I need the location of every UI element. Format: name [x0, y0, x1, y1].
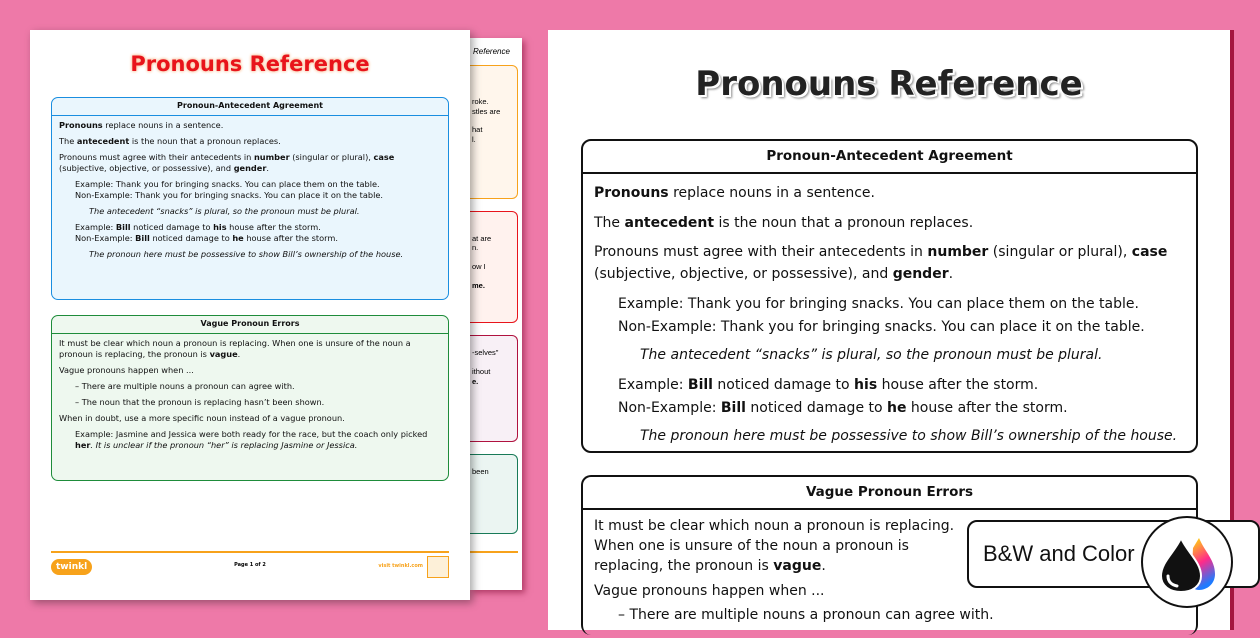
fragment: been [472, 467, 489, 477]
fragment: ow I [472, 261, 486, 271]
paragraph: Pronouns replace nouns in a sentence. [59, 119, 224, 130]
fragment: stles are [472, 106, 501, 116]
fragment: ithout [472, 367, 491, 377]
site-link: visit twinkl.com [378, 563, 423, 569]
paragraph: Vague pronouns happen when ... [59, 364, 194, 375]
example: Example: Bill noticed damage to his house after the storm. [75, 222, 321, 233]
page-title: Pronouns Reference [695, 64, 1083, 104]
non-example: Non-Example: Bill noticed damage to he house after the storm. [618, 400, 1068, 417]
non-example: Non-Example: Thank you for bringing snacks. You can place it on the table. [618, 319, 1145, 336]
back-box-teal [470, 454, 518, 534]
example: Example: Jasmine and Jessica were both ready for the race, but the coach only picked her. It is unclear if the pronoun “her” is replacing Jasmine or Jessica. [75, 429, 428, 451]
non-example: Non-Example: Bill noticed damage to he house after the storm. [75, 233, 338, 244]
paragraph: Pronouns must agree with their antecedents in number (singular or plural), case (subjective, objective, or possessive), and gender. [594, 244, 1168, 282]
paragraph: Pronouns must agree with their antecedents in number (singular or plural), case (subjective, objective, or possessive), and gender. [59, 151, 395, 173]
fragment: roke. [472, 97, 489, 107]
fragment: -selves" [472, 348, 499, 358]
paragraph: The antecedent is the noun that a pronoun replaces. [59, 135, 281, 146]
bullet: – There are multiple nouns a pronoun can agree with. [75, 380, 295, 391]
example: Example: Thank you for bringing snacks. You can place them on the table. [75, 179, 380, 190]
back-title-fragment: Reference [473, 47, 510, 56]
page-footer [51, 551, 449, 581]
bullet: – There are multiple nouns a pronoun can agree with. [618, 607, 994, 624]
back-box-red [470, 211, 518, 323]
fragment: hat [472, 125, 483, 135]
section-heading: Vague Pronoun Errors [52, 316, 448, 334]
example: Example: Bill noticed damage to his house after the storm. [618, 376, 1039, 393]
note: The pronoun here must be possessive to show Bill’s ownership of the house. [640, 428, 1178, 445]
fragment: me. [472, 280, 485, 290]
fragment: at are [472, 233, 492, 243]
paragraph: Vague pronouns happen when ... [594, 582, 825, 599]
non-example: Non-Example: Thank you for bringing snacks. You can place it on the table. [75, 190, 384, 201]
page-1-thumbnail [30, 30, 470, 600]
fragment: e. [472, 376, 479, 386]
back-box-purple [470, 335, 518, 442]
quality-badge-icon [427, 556, 449, 578]
bullet: – The noun that the pronoun is replacing hasn’t been shown. [75, 397, 325, 408]
paragraph: When in doubt, use a more specific noun instead of a vague pronoun. [59, 413, 345, 424]
section-agreement [51, 97, 449, 300]
fragment: n. [472, 243, 479, 253]
section-heading: Pronoun-Antecedent Agreement [583, 141, 1196, 174]
section-agreement [581, 139, 1198, 453]
page-number: Page 1 of 2 [234, 562, 266, 568]
note: The antecedent “snacks” is plural, so the pronoun must be plural. [89, 206, 360, 217]
paragraph: Pronouns replace nouns in a sentence. [594, 184, 875, 201]
paragraph: The antecedent is the noun that a pronoun replaces. [594, 214, 974, 231]
note: The pronoun here must be possessive to show Bill’s ownership of the house. [89, 249, 404, 260]
back-footer-line [470, 551, 518, 553]
fragment: l. [472, 134, 476, 144]
back-box-orange [470, 65, 518, 199]
ink-drops-icon [1141, 516, 1233, 608]
paragraph: It must be clear which noun a pronoun is replacing. When one is unsure of the noun a pronoun is replacing, the pronoun is vague. [594, 517, 955, 574]
badge-label: B&W and Color [983, 541, 1135, 566]
section-vague [51, 315, 449, 481]
page-2-preview [470, 38, 522, 590]
page-title: Pronouns Reference [130, 52, 370, 76]
section-heading: Pronoun-Antecedent Agreement [52, 98, 448, 116]
paragraph: It must be clear which noun a pronoun is replacing. When one is unsure of the noun a pronoun is replacing, the pronoun is vague. [59, 337, 411, 359]
note: The antecedent “snacks” is plural, so the pronoun must be plural. [640, 347, 1103, 364]
twinkl-logo: twinkl [51, 559, 92, 575]
example: Example: Thank you for bringing snacks. You can place them on the table. [618, 295, 1139, 312]
section-heading: Vague Pronoun Errors [583, 477, 1196, 510]
